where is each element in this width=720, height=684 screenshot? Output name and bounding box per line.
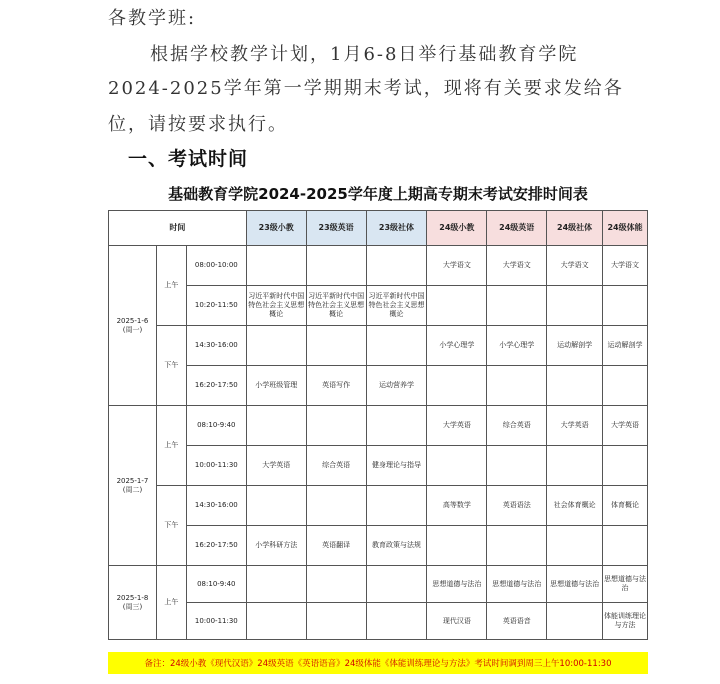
exam-cell: 大学语文 <box>427 246 487 286</box>
date-cell <box>109 566 157 640</box>
date-cell <box>109 406 157 566</box>
table-row <box>109 366 648 406</box>
exam-cell <box>246 603 306 640</box>
exam-cell: 习近平新时代中国特色社会主义思想概论 <box>366 286 427 326</box>
exam-cell <box>306 406 366 446</box>
exam-cell <box>603 526 648 566</box>
exam-cell: 现代汉语 <box>427 603 487 640</box>
exam-cell <box>547 526 603 566</box>
exam-cell: 大学语文 <box>487 246 547 286</box>
header-col: 24级英语 <box>487 211 547 246</box>
exam-cell: 小学心理学 <box>487 326 547 366</box>
half-day-cell: 上午 <box>156 406 186 486</box>
exam-cell <box>603 366 648 406</box>
exam-cell <box>246 486 306 526</box>
exam-cell <box>547 603 603 640</box>
date-label: 2025-1-8 <box>116 593 149 602</box>
half-day-cell: 下午 <box>156 486 186 566</box>
exam-cell: 大学英语 <box>547 406 603 446</box>
half-day-cell: 上午 <box>156 246 186 326</box>
exam-cell <box>427 446 487 486</box>
exam-cell: 健身理论与指导 <box>366 446 427 486</box>
exam-cell <box>427 526 487 566</box>
exam-cell <box>246 326 306 366</box>
time-slot: 16:20-17:50 <box>186 366 246 406</box>
table-row <box>109 326 648 366</box>
exam-cell <box>246 406 306 446</box>
time-slot: 08:10-9:40 <box>186 406 246 446</box>
exam-cell <box>366 486 427 526</box>
exam-cell <box>603 446 648 486</box>
exam-cell <box>246 566 306 603</box>
exam-cell: 大学语文 <box>603 246 648 286</box>
time-slot: 08:00-10:00 <box>186 246 246 286</box>
header-col: 24级社体 <box>547 211 603 246</box>
exam-cell: 英语翻译 <box>306 526 366 566</box>
table-row <box>109 486 648 526</box>
exam-cell: 思想道德与法治 <box>547 566 603 603</box>
time-slot: 10:20-11:50 <box>186 286 246 326</box>
exam-cell <box>547 286 603 326</box>
header-col: 23级社体 <box>366 211 427 246</box>
exam-cell <box>487 286 547 326</box>
time-slot: 08:10-9:40 <box>186 566 246 603</box>
header-col: 23级英语 <box>306 211 366 246</box>
schedule-note: 备注：24级小教《现代汉语》24级英语《英语语音》24级体能《体能训练理论与方法》考试时间调到周三上午10:00-11:30 <box>108 652 648 674</box>
header-col: 24级小教 <box>427 211 487 246</box>
exam-cell <box>246 246 306 286</box>
exam-cell: 综合英语 <box>487 406 547 446</box>
exam-cell <box>366 246 427 286</box>
exam-cell: 运动营养学 <box>366 366 427 406</box>
header-time: 时间 <box>109 211 247 246</box>
exam-cell: 思想道德与法治 <box>603 566 648 603</box>
exam-cell <box>547 366 603 406</box>
exam-cell: 大学英语 <box>427 406 487 446</box>
table-row <box>109 246 648 286</box>
exam-cell: 习近平新时代中国特色社会主义思想概论 <box>246 286 306 326</box>
exam-cell: 思想道德与法治 <box>427 566 487 603</box>
section-heading: 一、考试时间 <box>128 148 249 170</box>
table-row <box>109 566 648 603</box>
schedule-sheet <box>108 176 648 674</box>
exam-cell: 运动解剖学 <box>603 326 648 366</box>
exam-cell <box>603 286 648 326</box>
exam-cell <box>547 446 603 486</box>
exam-cell: 英语语音 <box>487 603 547 640</box>
exam-cell <box>427 366 487 406</box>
time-slot: 14:30-16:00 <box>186 486 246 526</box>
table-row <box>109 526 648 566</box>
table-row <box>109 446 648 486</box>
header-col: 23级小教 <box>246 211 306 246</box>
exam-cell <box>366 326 427 366</box>
exam-cell <box>306 326 366 366</box>
exam-cell <box>306 603 366 640</box>
intro-line-3: 位，请按要求执行。 <box>108 114 288 135</box>
exam-cell: 大学英语 <box>603 406 648 446</box>
header-row <box>109 211 648 246</box>
exam-cell: 思想道德与法治 <box>487 566 547 603</box>
time-slot: 14:30-16:00 <box>186 326 246 366</box>
table-row <box>109 406 648 446</box>
exam-cell: 小学心理学 <box>427 326 487 366</box>
date-label: 2025-1-6 <box>116 316 149 325</box>
exam-cell <box>487 446 547 486</box>
date-cell <box>109 246 157 406</box>
schedule-table <box>108 210 648 640</box>
exam-cell: 体育概论 <box>603 486 648 526</box>
exam-cell: 大学英语 <box>246 446 306 486</box>
salutation: 各教学班: <box>108 8 197 29</box>
exam-cell: 小学班级管理 <box>246 366 306 406</box>
exam-cell <box>306 566 366 603</box>
exam-cell: 运动解剖学 <box>547 326 603 366</box>
time-slot: 10:00-11:30 <box>186 446 246 486</box>
exam-cell: 小学科研方法 <box>246 526 306 566</box>
exam-cell: 高等数学 <box>427 486 487 526</box>
schedule-title: 基础教育学院2024-2025学年度上期高专期末考试安排时间表 <box>168 184 588 203</box>
exam-cell: 英语写作 <box>306 366 366 406</box>
table-row <box>109 603 648 640</box>
intro-line-1: 根据学校教学计划，1月6-8日举行基础教育学院 <box>150 44 579 65</box>
exam-cell: 英语语法 <box>487 486 547 526</box>
half-day-cell: 下午 <box>156 326 186 406</box>
half-day-cell: 上午 <box>156 566 186 640</box>
exam-cell <box>487 366 547 406</box>
exam-cell: 综合英语 <box>306 446 366 486</box>
table-row <box>109 286 648 326</box>
intro-line-2: 2024-2025学年第一学期期末考试，现将有关要求发给各 <box>108 78 624 99</box>
exam-cell <box>306 246 366 286</box>
exam-cell <box>427 286 487 326</box>
exam-cell <box>487 526 547 566</box>
time-slot: 10:00-11:30 <box>186 603 246 640</box>
date-label: 2025-1-7 <box>116 476 149 485</box>
exam-cell <box>366 406 427 446</box>
weekday-label: (周三) <box>122 602 143 611</box>
weekday-label: (周二) <box>122 485 143 494</box>
exam-cell <box>306 486 366 526</box>
exam-cell: 习近平新时代中国特色社会主义思想概论 <box>306 286 366 326</box>
exam-cell: 体能训练理论与方法 <box>603 603 648 640</box>
weekday-label: (周一) <box>122 325 143 334</box>
exam-cell: 大学语文 <box>547 246 603 286</box>
exam-cell: 社会体育概论 <box>547 486 603 526</box>
exam-cell <box>366 566 427 603</box>
time-slot: 16:20-17:50 <box>186 526 246 566</box>
exam-cell: 教育政策与法规 <box>366 526 427 566</box>
exam-cell <box>366 603 427 640</box>
header-col: 24级体能 <box>603 211 648 246</box>
